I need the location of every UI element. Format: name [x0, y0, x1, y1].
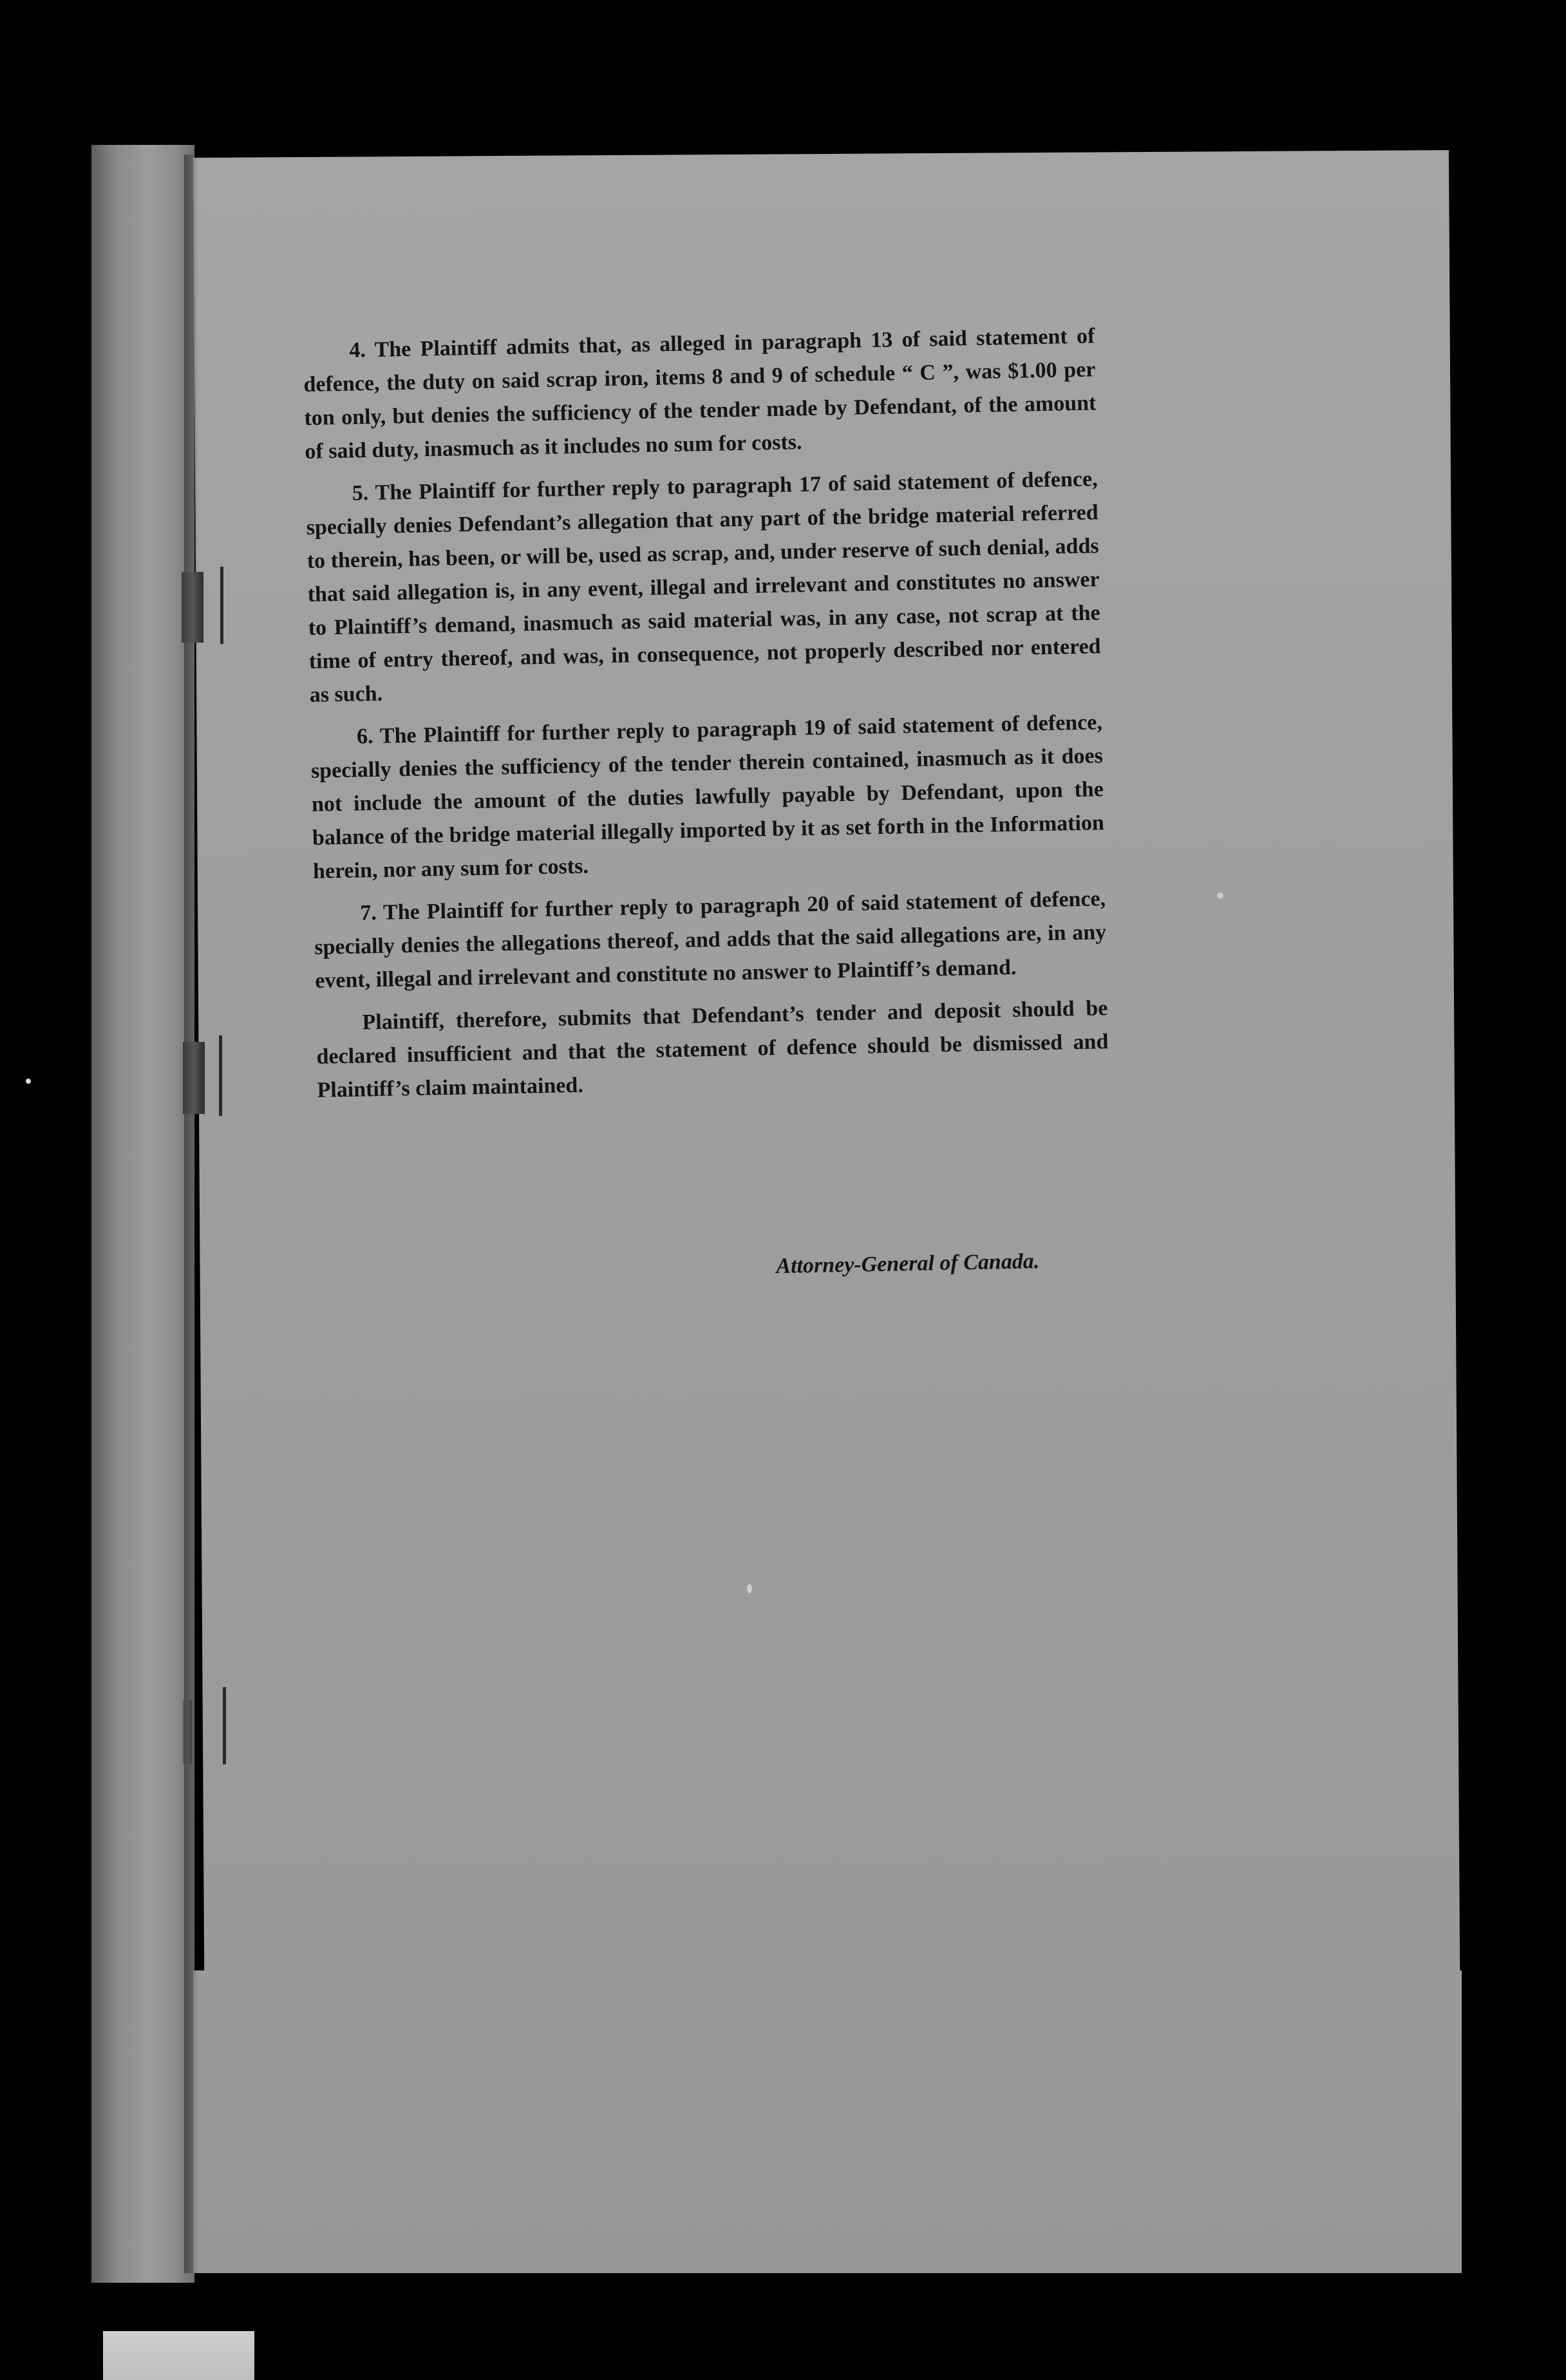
binding-spine [91, 145, 194, 2283]
staple-top [182, 572, 203, 643]
spine-shadow [184, 155, 198, 2273]
paragraph-7: 7. The Plaintiff for further reply to paragraph 20 of said statement of defence, specially denies the allegations thereof, and adds that the said allegations are, in any event, illegal and irrelevant and constitute no answer to Plaintiff’s demand. [314, 887, 1107, 993]
staple-middle-line [219, 1035, 222, 1116]
paragraph-5: 5. The Plaintiff for further reply to paragraph 17 of said statement of defence, specially denies Defendant’s allegation that any part of the bridge material referred to therein, has been, or will be, used as scrap, and, under reserve of such denial, adds that said allegation is, in any event, illegal and irrelevant and constitutes no answer to Plaintiff’s demand, inasmuch as said material was, in any case, not scrap at the time of entry thereof, and was, in consequence, not properly described nor entered as such. [306, 467, 1101, 707]
dust-speck [747, 1584, 752, 1593]
page-lower-area [193, 1970, 1462, 2273]
paper-stub [103, 2331, 254, 2380]
document-body [303, 319, 1109, 1116]
staple-middle [183, 1042, 205, 1114]
paragraph-4: 4. The Plaintiff admits that, as alleged in paragraph 13 of said statement of defence, the duty on said scrap iron, items 8 and 9 of schedule “ C ”, was $1.00 per ton only, but denies the sufficiency of the tender made by Defendant, of the amount of said duty, inasmuch as it includes no sum for costs. [303, 324, 1097, 464]
signature-line: Attorney-General of Canada. [776, 1249, 1040, 1278]
dust-speck [26, 1079, 31, 1084]
staple-bottom [183, 1700, 192, 1764]
conclusion-paragraph: Plaintiff, therefore, submits that Defendant’s tender and deposit should be declared insufficient and that the statement of defence should be dismissed and Plaintiff’s claim maintained. [316, 996, 1109, 1102]
staple-top-line [220, 567, 223, 644]
paragraph-6: 6. The Plaintiff for further reply to paragraph 19 of said statement of defence, specially denies the sufficiency of the tender therein contained, inasmuch as it does not include the amount of the duties lawfully payable by Defendant, upon the balance of the bridge material illegally imported by it as set forth in the Information herein, nor any sum for costs. [310, 710, 1105, 883]
dust-speck [1217, 892, 1223, 899]
staple-bottom-line [223, 1687, 226, 1764]
